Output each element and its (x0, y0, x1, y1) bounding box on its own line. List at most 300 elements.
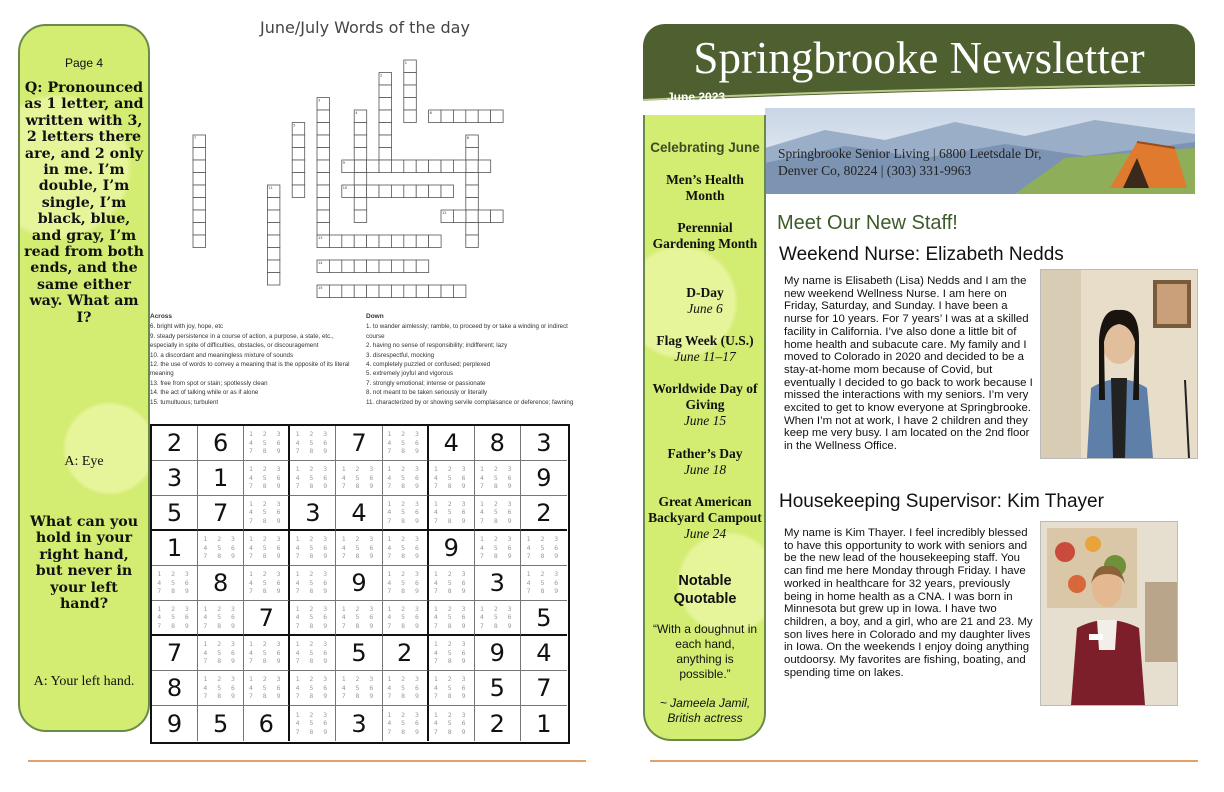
crossword-cell (317, 223, 330, 236)
crossword-cell (478, 210, 491, 223)
crossword-cell (317, 110, 330, 123)
sudoku-cell: 6 (244, 706, 290, 741)
section-title-new-staff: Meet Our New Staff! (777, 212, 958, 234)
sudoku-pencil-marks: 1 2 3 4 5 6 7 8 9 (295, 640, 331, 666)
crossword-cell (354, 285, 367, 298)
sudoku-cell: 1 (536, 709, 552, 738)
quotable-heading: Notable Quotable (673, 573, 737, 607)
crossword-cell (466, 210, 479, 223)
sudoku-pencil-marks: 1 2 3 4 5 6 7 8 9 (433, 710, 469, 736)
crossword-clue-number: 4 (355, 111, 358, 115)
crossword-clue-number: 12 (442, 211, 447, 215)
sudoku-cell (198, 601, 244, 636)
crossword-cell (193, 235, 206, 248)
sudoku-cell (198, 531, 244, 566)
crossword-cell (292, 185, 305, 198)
crossword-cell (317, 160, 330, 173)
crossword-cell (429, 160, 442, 173)
crossword-cell (416, 185, 429, 198)
sudoku-pencil-marks: 1 2 3 4 5 6 7 8 9 (387, 710, 422, 736)
crossword-cell (367, 285, 380, 298)
crossword-clue-number: 15 (318, 286, 323, 290)
crossword-cell (267, 198, 280, 211)
crossword-cell (379, 235, 392, 248)
down-clue: 7. strongly emotional; intense or passionate (366, 379, 486, 387)
sudoku-pencil-marks: 1 2 3 4 5 6 7 8 9 (295, 570, 331, 596)
sudoku-cell: 2 (383, 636, 429, 671)
sudoku-cell: 3 (336, 706, 382, 741)
sudoku-cell: 7 (152, 636, 198, 671)
crossword-cell (429, 185, 442, 198)
sudoku-cell: 3 (475, 566, 521, 601)
sudoku-cell (290, 706, 336, 741)
sudoku-cell (336, 671, 382, 706)
sudoku-cell (429, 636, 475, 671)
crossword-cell (379, 123, 392, 136)
sudoku-cell: 7 (198, 496, 244, 531)
sudoku-cell: 5 (475, 671, 521, 706)
sudoku-cell: 7 (244, 601, 290, 636)
sudoku-cell: 8 (152, 671, 198, 706)
footer-divider-left (28, 760, 586, 762)
sudoku-pencil-marks: 1 2 3 4 5 6 7 8 9 (341, 465, 377, 491)
sudoku-pencil-marks: 1 2 3 4 5 6 7 8 9 (203, 604, 238, 630)
sudoku-pencil-marks: 1 2 3 4 5 6 7 8 9 (248, 535, 284, 561)
sudoku-pencil-marks: 1 2 3 4 5 6 7 8 9 (203, 535, 238, 561)
sudoku-cell (383, 496, 429, 531)
sudoku-pencil-marks: 1 2 3 4 5 6 7 8 9 (295, 430, 331, 456)
sudoku-pencil-marks: 1 2 3 4 5 6 7 8 9 (480, 535, 515, 561)
down-clue: 11. characterized by or showing servile complaisance or deference; fawning (366, 398, 574, 406)
sudoku-cell (429, 496, 475, 531)
sudoku-cell (383, 671, 429, 706)
sudoku-cell (429, 706, 475, 741)
staff-bio-housekeeping: My name is Kim Thayer. I feel incredibly blessed to have this opportunity to work with seniors and be the new lead of the housekeeping staff. You can find me here Monday through Friday. I have worked in healthcare for 32 years, previously being in home health as a CNA. I was born in Minnesota but grew up in Iowa. I have two children, a boy, and a girl, who are 21 and 23. My son lives here in Colorado and my daughter lives in Iowa. On the weekends I enjoy doing anything outdoorsy. My favorites are fishing, boating, and spending time on lakes. (784, 527, 1033, 679)
left-sidebar-riddles (18, 24, 150, 732)
crossword-cell (441, 185, 454, 198)
sudoku-cell: 5 (521, 601, 567, 636)
newsletter-title: Springbrooke Newsletter (693, 33, 1145, 83)
crossword-title: June/July Words of the day (260, 18, 470, 37)
crossword-cell (267, 273, 280, 286)
crossword-clue-number: 11 (268, 186, 273, 190)
sudoku-cell (290, 566, 336, 601)
sudoku-cell: 7 (336, 426, 382, 461)
crossword-cell (354, 148, 367, 161)
sudoku-pencil-marks: 1 2 3 4 5 6 7 8 9 (248, 570, 284, 596)
down-clue: 5. extremely joyful and vigorous (366, 370, 454, 378)
sudoku-pencil-marks: 1 2 3 4 5 6 7 8 9 (341, 604, 377, 630)
crossword-cell (466, 235, 479, 248)
crossword-cell (429, 235, 442, 248)
sudoku-cell (198, 636, 244, 671)
sudoku-pencil-marks: 1 2 3 4 5 6 7 8 9 (387, 535, 422, 561)
crossword-cell (292, 148, 305, 161)
crossword-cell (367, 185, 380, 198)
across-clue: 9. steady persistence in a course of action, a purpose, a state, etc., especially in spite of difficulties, obstacles, or discouragement (150, 332, 334, 350)
event-item: D-Day June 6 (686, 285, 724, 316)
down-clue: 2. having no sense of responsibility; indifferent; lazy (366, 342, 508, 350)
sudoku-cell (290, 426, 336, 461)
crossword-cell (491, 210, 504, 223)
crossword-cell (267, 210, 280, 223)
sudoku-cell: 9 (475, 636, 521, 671)
crossword-cell (317, 173, 330, 186)
sudoku-cell: 3 (290, 496, 336, 531)
sudoku-pencil-marks: 1 2 3 4 5 6 7 8 9 (157, 604, 192, 630)
sudoku-pencil-marks: 1 2 3 4 5 6 7 8 9 (248, 499, 284, 525)
riddle-two-answer: A: Your left hand. (33, 674, 135, 689)
sudoku-cell: 3 (152, 461, 198, 496)
newsletter-date: June 2023 (667, 90, 726, 104)
down-clue: 3. disrespectful, mocking (366, 351, 435, 359)
crossword-cell (267, 248, 280, 261)
sudoku-cell (383, 566, 429, 601)
crossword-cell (193, 160, 206, 173)
sudoku-pencil-marks: 1 2 3 4 5 6 7 8 9 (387, 465, 422, 491)
crossword-cell (317, 185, 330, 198)
crossword-cell (404, 98, 417, 111)
crossword-grid (150, 45, 580, 310)
event-item: Flag Week (U.S.) June 11–17 (656, 333, 754, 364)
crossword-cell (466, 173, 479, 186)
crossword-cell (441, 110, 454, 123)
sudoku-cell (383, 426, 429, 461)
across-clue: 14. the act of talking while or as if alone (150, 389, 259, 397)
sudoku-cell: 8 (198, 566, 244, 601)
sudoku-cell: 9 (336, 566, 382, 601)
across-clue: 12. the use of words to convey a meaning that is the opposite of its literal meaning (150, 361, 350, 378)
sudoku-cell (152, 601, 198, 636)
across-clue: 6. bright with joy, hope, etc (150, 323, 224, 331)
crossword-cell (354, 123, 367, 136)
crossword-cell (317, 135, 330, 148)
crossword-cell (391, 235, 404, 248)
crossword-cell (193, 148, 206, 161)
crossword-cell (404, 285, 417, 298)
crossword-cell (342, 260, 355, 273)
sudoku-pencil-marks: 1 2 3 4 5 6 7 8 9 (433, 465, 469, 491)
crossword-clue-number: 3 (318, 98, 321, 103)
crossword-cell (267, 260, 280, 273)
crossword-cell (354, 173, 367, 186)
sudoku-cell: 2 (521, 496, 567, 531)
sudoku-pencil-marks: 1 2 3 4 5 6 7 8 9 (295, 604, 331, 630)
sudoku-cell: 5 (336, 636, 382, 671)
crossword-cell (391, 285, 404, 298)
crossword-cell (354, 235, 367, 248)
crossword-cell (379, 260, 392, 273)
crossword-cell (267, 223, 280, 236)
crossword-cell (441, 160, 454, 173)
crossword-cell (453, 210, 466, 223)
crossword-clue-number: 10 (342, 186, 348, 190)
down-clue: 8. not meant to be taken seriously or literally (366, 389, 488, 397)
crossword-cell (391, 160, 404, 173)
sudoku-pencil-marks: 1 2 3 4 5 6 7 8 9 (203, 675, 238, 701)
sudoku-cell (244, 496, 290, 531)
crossword-across-clues (150, 312, 362, 407)
sudoku-cell (475, 601, 521, 636)
sudoku-cell (336, 531, 382, 566)
sudoku-pencil-marks: 1 2 3 4 5 6 7 8 9 (295, 675, 331, 701)
sudoku-cell (244, 636, 290, 671)
notable-quote: “With a doughnut in each hand, anything is possible.” (652, 622, 758, 681)
crossword-cell (354, 198, 367, 211)
sudoku-cell: 4 (429, 426, 475, 461)
riddle-one: Q: Pronounced as 1 letter, and written with 3, 2 letters there are, and 2 only in me. I’m double, I’m single, I’m black, blue, and gray, I’m read from both ends, and the same either way. What am I? (24, 80, 144, 326)
sudoku-pencil-marks: 1 2 3 4 5 6 7 8 9 (387, 570, 422, 596)
sudoku-pencil-marks: 1 2 3 4 5 6 7 8 9 (433, 640, 469, 666)
crossword-cell (317, 123, 330, 136)
crossword-cell (466, 148, 479, 161)
crossword-cell (404, 73, 417, 86)
crossword-cell (466, 160, 479, 173)
sudoku-pencil-marks: 1 2 3 4 5 6 7 8 9 (248, 430, 284, 456)
sudoku-pencil-marks: 1 2 3 4 5 6 7 8 9 (526, 570, 562, 596)
crossword-cell (379, 160, 392, 173)
sudoku-pencil-marks: 1 2 3 4 5 6 7 8 9 (433, 570, 469, 596)
sudoku-cell (521, 566, 567, 601)
sudoku-cell (429, 461, 475, 496)
crossword-cell (404, 160, 417, 173)
crossword-clue-number: 2 (380, 73, 383, 78)
crossword-cell (354, 210, 367, 223)
sudoku-pencil-marks: 1 2 3 4 5 6 7 8 9 (433, 499, 469, 525)
sudoku-cell (383, 461, 429, 496)
crossword-cell (429, 285, 442, 298)
housekeeping-supervisor-photo (1040, 521, 1178, 706)
sudoku-cell (290, 461, 336, 496)
sudoku-pencil-marks: 1 2 3 4 5 6 7 8 9 (341, 535, 377, 561)
sudoku-cell: 5 (152, 496, 198, 531)
sudoku-cell: 2 (475, 706, 521, 741)
sudoku-pencil-marks: 1 2 3 4 5 6 7 8 9 (387, 604, 422, 630)
down-heading: Down (366, 313, 384, 320)
sudoku-cell: 1 (152, 531, 198, 566)
crossword-cell (317, 148, 330, 161)
page-number: Page 4 (64, 56, 104, 70)
event-item: Great American Backyard Campout June 24 (648, 494, 762, 541)
crossword-cell (404, 260, 417, 273)
crossword-down-clues (366, 312, 578, 407)
sudoku-cell: 2 (152, 426, 198, 461)
riddle-two: What can you hold in your right hand, but never in your left hand? (29, 514, 139, 613)
crossword-cell (379, 110, 392, 123)
sudoku-cell (521, 531, 567, 566)
crossword-clue-number: 6 (429, 111, 432, 115)
crossword-cell (453, 160, 466, 173)
sudoku-cell: 4 (521, 636, 567, 671)
celebrating-heading: Celebrating June (650, 140, 760, 155)
staff-bio-nurse: My name is Elisabeth (Lisa) Nedds and I am the new weekend Wellness Nurse. I am here on Friday, Saturday, and Sunday. I have been a nurse for 10 years. For 7 years’ I was at a skilled facility in California. I’ve also done a little bit of home health and subacute care. My family and I moved to Colorado in 2020 and decided to be a stay-at-home mom because of Covid, but eventually I decided to go back to work because I missed the interactions with my seniors. I’m very excited to get to know everyone at Springbrooke. When I’m not at work, I have 2 children and they keep me very busy. I am located on the 2nd floor in the Wellness Office. (784, 275, 1033, 453)
footer-divider-right (650, 760, 1198, 762)
sudoku-cell: 1 (198, 461, 244, 496)
crossword-cell (379, 85, 392, 98)
crossword-cell (379, 148, 392, 161)
crossword-cell (354, 260, 367, 273)
crossword-cell (379, 185, 392, 198)
riddle-one-answer: A: Eye (64, 454, 104, 469)
sudoku-cell (336, 601, 382, 636)
crossword-cell (193, 210, 206, 223)
crossword-cell (292, 135, 305, 148)
staff-heading-nurse: Weekend Nurse: Elizabeth Nedds (779, 244, 1064, 265)
crossword-clue-number: 14 (318, 261, 323, 265)
sudoku-pencil-marks: 1 2 3 4 5 6 7 8 9 (387, 499, 422, 525)
crossword-cell (329, 260, 342, 273)
crossword-cell (416, 260, 429, 273)
crossword-cell (478, 110, 491, 123)
sudoku-cell (383, 531, 429, 566)
sudoku-pencil-marks: 1 2 3 4 5 6 7 8 9 (295, 465, 331, 491)
sudoku-pencil-marks: 1 2 3 4 5 6 7 8 9 (387, 675, 422, 701)
facility-address: Springbrooke Senior Living | 6800 Leetsdale Dr, Denver Co, 80224 | (303) 331-9963 (778, 146, 1042, 178)
sudoku-cell (475, 461, 521, 496)
crossword-clue-number: 9 (342, 161, 346, 165)
across-clue: 10. a discordant and meaningless mixture of sounds (150, 351, 294, 359)
crossword-cell (416, 285, 429, 298)
crossword-clue-number: 13 (318, 236, 323, 240)
sudoku-cell (198, 671, 244, 706)
sudoku-pencil-marks: 1 2 3 4 5 6 7 8 9 (480, 604, 515, 630)
crossword-cell (379, 135, 392, 148)
sudoku-pencil-marks: 1 2 3 4 5 6 7 8 9 (480, 465, 515, 491)
sudoku-cell (244, 461, 290, 496)
crossword-cell (416, 160, 429, 173)
crossword-cell (317, 198, 330, 211)
down-clue: 4. completely puzzled or confused; perplexed (366, 361, 491, 369)
sudoku-cell: 6 (198, 426, 244, 461)
crossword-cell (466, 198, 479, 211)
sudoku-puzzle (150, 424, 570, 744)
across-heading: Across (150, 313, 173, 320)
sudoku-cell (244, 426, 290, 461)
crossword-cell (379, 285, 392, 298)
crossword-cell (267, 235, 280, 248)
sudoku-pencil-marks: 1 2 3 4 5 6 7 8 9 (248, 465, 284, 491)
crossword-cell (466, 110, 479, 123)
sudoku-cell (290, 531, 336, 566)
sudoku-cell: 9 (521, 461, 567, 496)
crossword-clue-number: 5 (293, 123, 296, 128)
crossword-cell (193, 198, 206, 211)
crossword-cell (292, 160, 305, 173)
event-item: Father’s Day June 18 (667, 446, 743, 477)
sudoku-pencil-marks: 1 2 3 4 5 6 7 8 9 (480, 499, 515, 525)
sudoku-pencil-marks: 1 2 3 4 5 6 7 8 9 (157, 570, 192, 596)
sudoku-cell (429, 566, 475, 601)
crossword-cell (379, 98, 392, 111)
crossword-cell (317, 210, 330, 223)
sudoku-pencil-marks: 1 2 3 4 5 6 7 8 9 (433, 604, 469, 630)
crossword-cell (354, 160, 367, 173)
sudoku-cell (290, 601, 336, 636)
sudoku-cell: 9 (429, 531, 475, 566)
sudoku-cell (383, 706, 429, 741)
across-clue: 13. free from spot or stain; spotlessly clean (150, 379, 268, 387)
crossword-clue-number: 1 (404, 61, 408, 65)
sudoku-pencil-marks: 1 2 3 4 5 6 7 8 9 (387, 430, 422, 456)
sudoku-pencil-marks: 1 2 3 4 5 6 7 8 9 (341, 675, 377, 701)
event-item: Men’s Health Month (666, 172, 744, 203)
sudoku-cell (244, 671, 290, 706)
crossword-clue-number: 8 (466, 136, 470, 140)
crossword-cell (453, 110, 466, 123)
sudoku-cell (290, 636, 336, 671)
sudoku-cell (336, 461, 382, 496)
sudoku-cell (290, 671, 336, 706)
sudoku-cell (244, 531, 290, 566)
nurse-photo (1040, 269, 1198, 459)
crossword-cell (329, 235, 342, 248)
crossword-cell (367, 235, 380, 248)
crossword-cell (491, 110, 504, 123)
crossword-cell (342, 235, 355, 248)
crossword-cell (354, 135, 367, 148)
crossword-cell (466, 223, 479, 236)
sudoku-pencil-marks: 1 2 3 4 5 6 7 8 9 (295, 535, 331, 561)
crossword-cell (367, 260, 380, 273)
sudoku-cell: 3 (521, 426, 567, 461)
crossword-cell (367, 160, 380, 173)
crossword-cell (404, 110, 417, 123)
sudoku-cell (152, 566, 198, 601)
crossword-cell (404, 85, 417, 98)
sudoku-cell: 7 (521, 671, 567, 706)
crossword-cell (342, 285, 355, 298)
crossword-clue-number: 7 (194, 136, 197, 140)
crossword-cell (329, 285, 342, 298)
sudoku-cell (475, 531, 521, 566)
crossword-cell (478, 160, 491, 173)
sudoku-cell (429, 601, 475, 636)
sudoku-pencil-marks: 1 2 3 4 5 6 7 8 9 (526, 535, 562, 561)
crossword-cell (193, 185, 206, 198)
crossword-cell (193, 223, 206, 236)
crossword-cell (292, 173, 305, 186)
crossword-cell (441, 285, 454, 298)
sudoku-pencil-marks: 1 2 3 4 5 6 7 8 9 (433, 675, 469, 701)
down-clue: 1. to wander aimlessly; ramble, to proceed by or take a winding or indirect course (366, 323, 568, 340)
quote-author: ~ Jameela Jamil, British actress (659, 696, 751, 725)
across-clue: 15. tumultuous; turbulent (150, 398, 219, 406)
crossword-cell (466, 185, 479, 198)
sudoku-pencil-marks: 1 2 3 4 5 6 7 8 9 (295, 710, 331, 736)
crossword-cell (404, 185, 417, 198)
crossword-cell (453, 285, 466, 298)
event-item: Perennial Gardening Month (652, 220, 758, 251)
crossword-cell (404, 235, 417, 248)
sudoku-cell: 4 (336, 496, 382, 531)
sudoku-cell (244, 566, 290, 601)
sudoku-cell: 9 (152, 706, 198, 741)
event-item: Worldwide Day of Giving June 15 (652, 381, 758, 428)
crossword-cell (391, 185, 404, 198)
crossword-cell (416, 235, 429, 248)
crossword-cell (193, 173, 206, 186)
sudoku-cell (475, 496, 521, 531)
sudoku-cell: 8 (475, 426, 521, 461)
sudoku-cell: 5 (198, 706, 244, 741)
sudoku-pencil-marks: 1 2 3 4 5 6 7 8 9 (248, 640, 284, 666)
staff-heading-housekeeping: Housekeeping Supervisor: Kim Thayer (779, 491, 1104, 512)
sudoku-cell (383, 601, 429, 636)
sudoku-pencil-marks: 1 2 3 4 5 6 7 8 9 (248, 675, 284, 701)
sudoku-cell (429, 671, 475, 706)
sudoku-pencil-marks: 1 2 3 4 5 6 7 8 9 (203, 640, 238, 666)
crossword-cell (354, 185, 367, 198)
